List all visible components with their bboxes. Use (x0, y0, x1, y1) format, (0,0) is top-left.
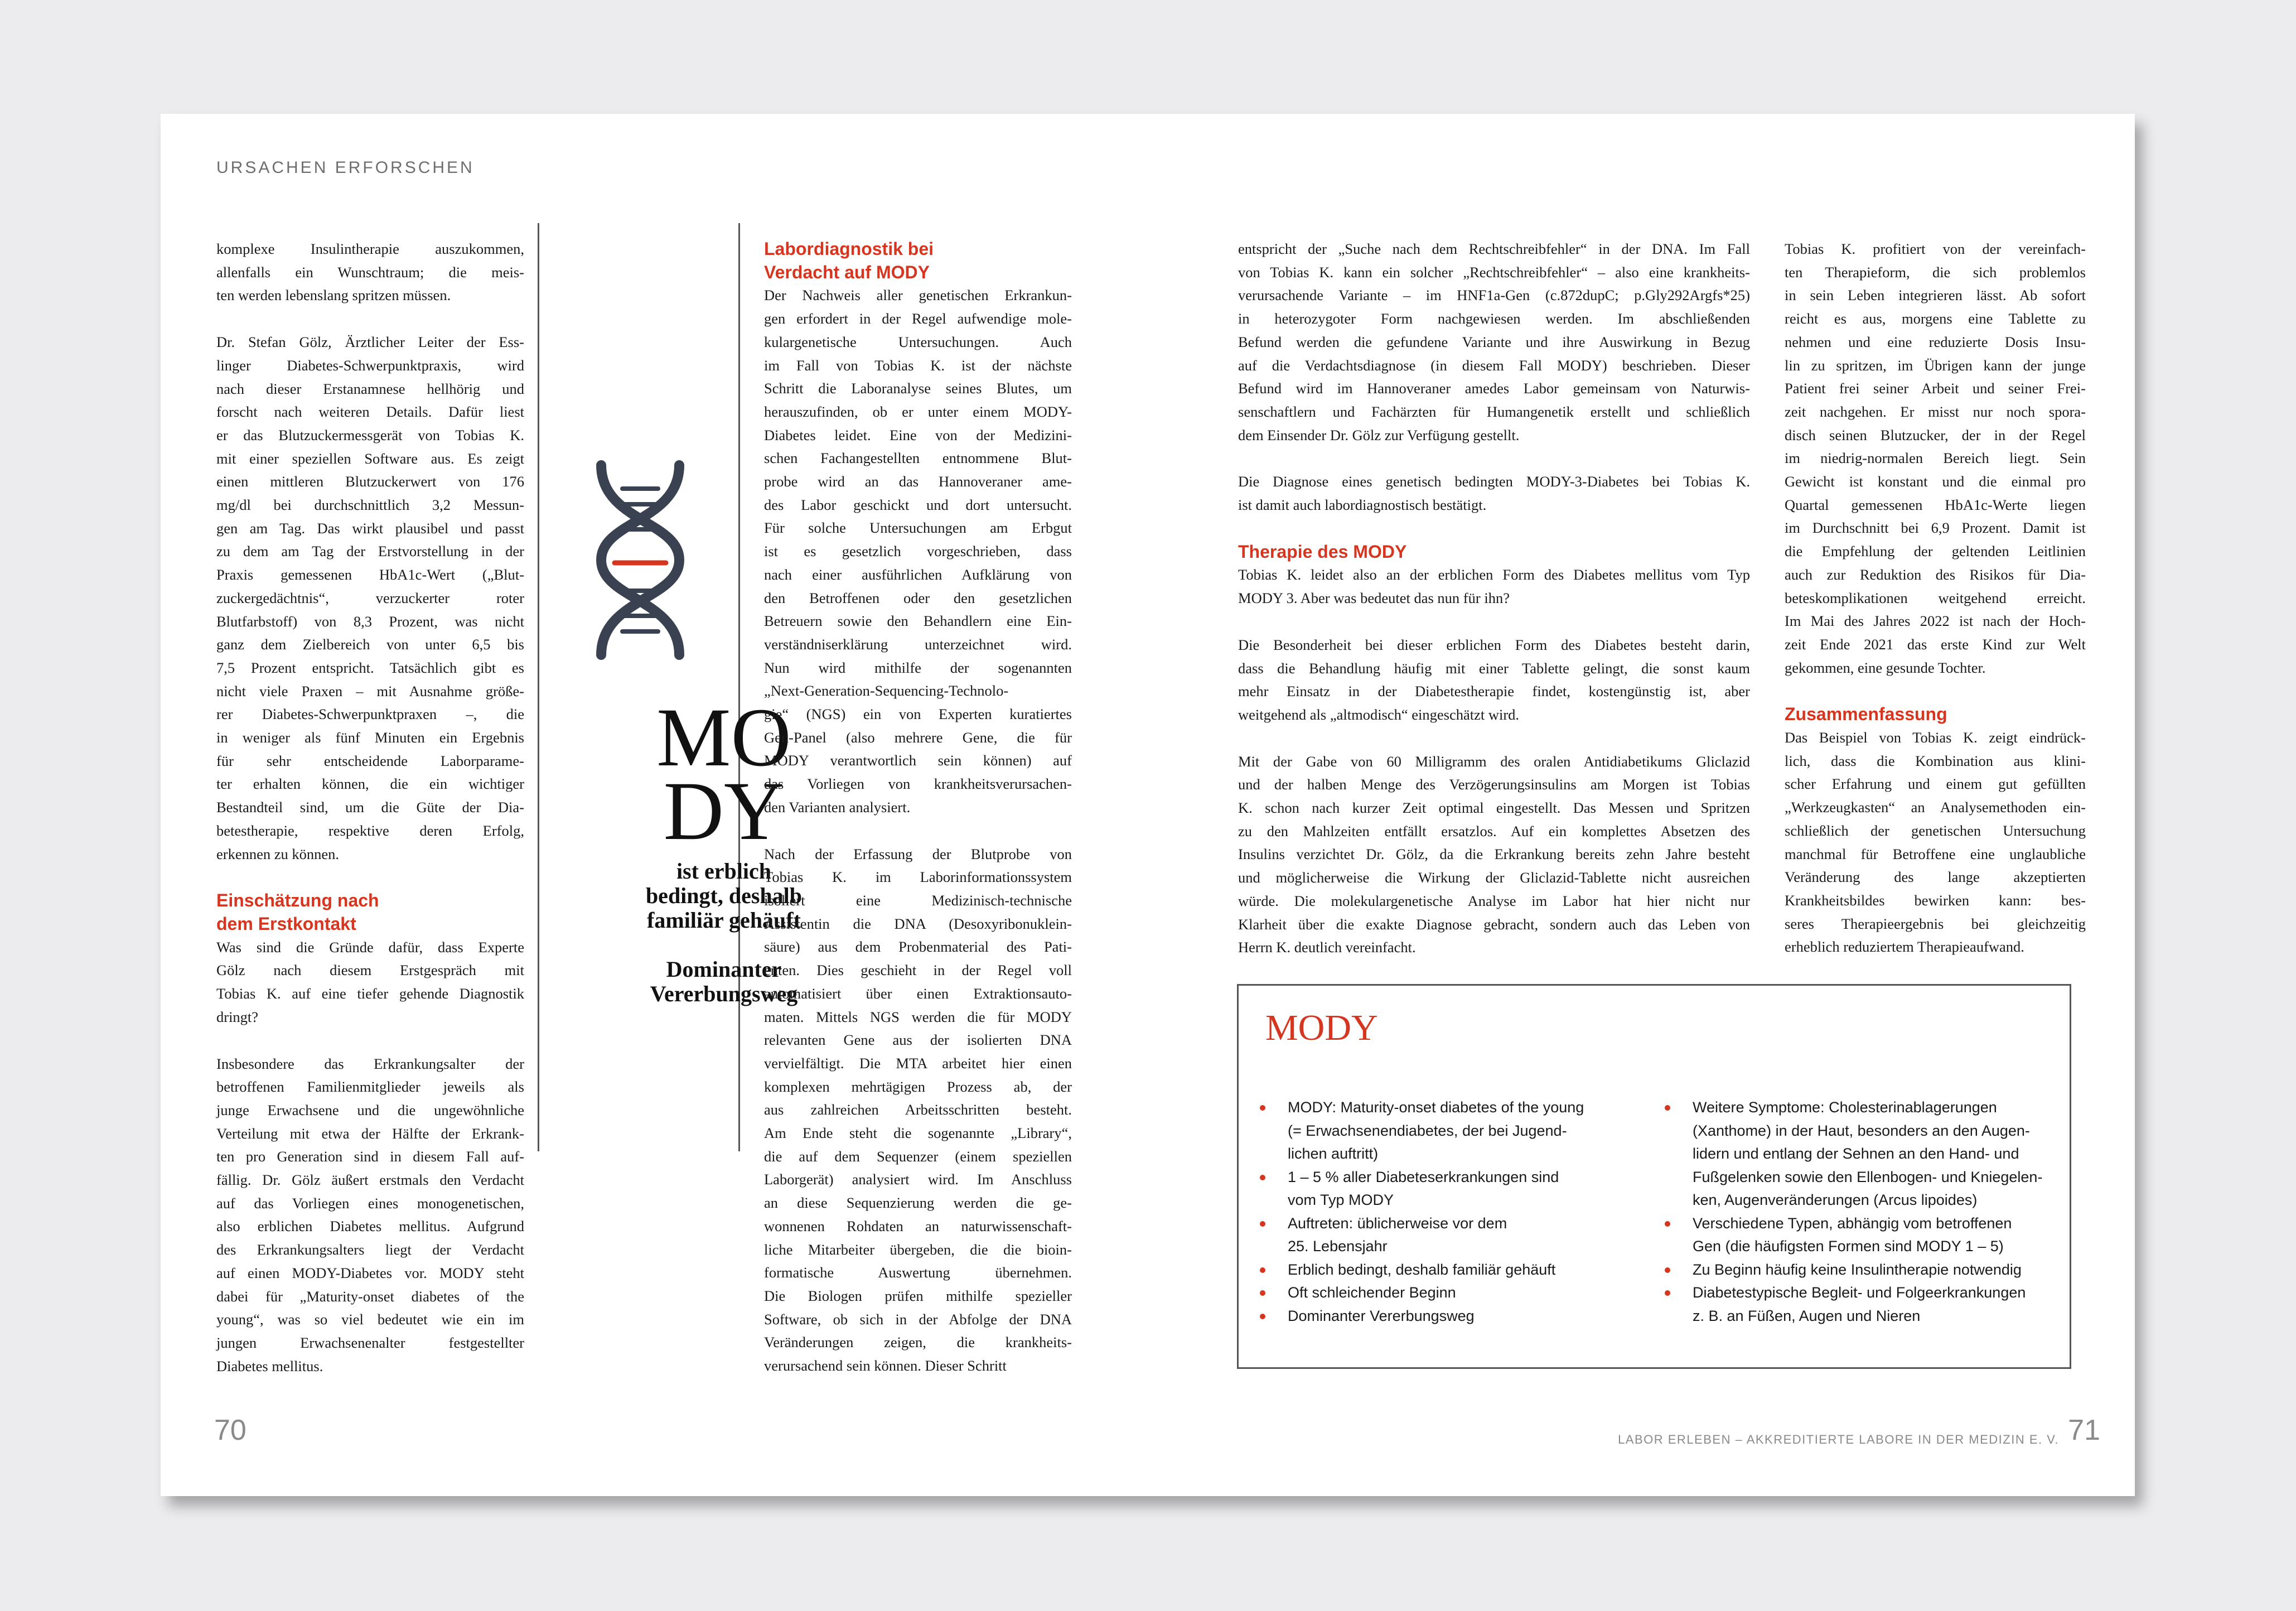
section-heading (216, 889, 524, 935)
text-line: das Vorliegen von krankheitsverursachen- (764, 775, 1072, 793)
text-line: Im Mai des Jahres 2022 ist nach der Hoch- (1785, 612, 2086, 630)
text-line: komplexen mehrtägigen Prozess ab, der (764, 1078, 1072, 1095)
text-line: manchmal für Betroffene eine unglaubliche (1785, 845, 2086, 862)
pull-big-1: MO (656, 691, 791, 784)
text-line: junge Erwachsene und die ungewöhnliche (216, 1101, 524, 1118)
text-line: auf die Verdachtsdiagnose (in diesem Fall MODY) beschrieben. Dieser (1238, 356, 1750, 374)
bullet-icon (1665, 1290, 1670, 1296)
text-line: „Werkzeugkasten“ an Analysemethoden ein- (1785, 799, 2086, 816)
text-line: Software, ob sich in der Abfolge der DNA (764, 1310, 1072, 1328)
column-rule (538, 223, 539, 1151)
text-line: betestherapie, respektive deren Erfolg, (216, 822, 524, 839)
text-line: Die Biologen prüfen mithilfe spezieller (764, 1287, 1072, 1304)
bullet-icon (1260, 1175, 1265, 1180)
paragraph (1785, 238, 2086, 679)
paragraph (216, 936, 524, 1029)
info-list-item (1260, 1281, 1650, 1305)
text-line: gen erfordert in der Regel aufwendige mole- (764, 310, 1072, 327)
text-line: Klarheit über die exakte Diagnose gebracht, sondern auch das Leben von (1238, 915, 1750, 933)
page-number-right: 71 (2068, 1414, 2100, 1446)
text-line: Dominanter (666, 957, 782, 982)
info-item-line: ken, Augenveränderungen (Arcus lipoides) (1693, 1192, 1978, 1208)
mody-info-box (1237, 984, 2071, 1369)
text-line: auch zur Reduktion des Risikos für Dia- (1785, 566, 2086, 583)
text-line: kulargenetische Untersuchungen. Auch (764, 333, 1072, 350)
column-2 (764, 238, 1072, 1378)
info-list-item (1665, 1281, 2066, 1328)
text-line: in weniger als fünf Minuten ein Ergebnis (216, 729, 524, 746)
text-line: nach einer ausführlichen Aufklärung von (764, 566, 1072, 583)
text-line: ter erhalten können, die ein wichtiger (216, 775, 524, 793)
info-list-item (1665, 1212, 2066, 1258)
text-line: in sein Leben integrieren lässt. Ab sofort (1785, 287, 2086, 304)
text-line: bedingt, deshalb (645, 883, 803, 908)
footer-publication: LABOR ERLEBEN – AKKREDITIERTE LABORE IN DER MEDIZIN E. V. (1618, 1432, 2059, 1446)
text-line: lich, dass die Kombination aus klini- (1785, 752, 2086, 769)
text-line: zuckergedächtnis“, verzuckerter roter (216, 589, 524, 606)
text-line: Krankheitsbildes bewirken kann: bes- (1785, 891, 2086, 909)
text-line: maten. Mittels NGS werden die für MODY (764, 1008, 1072, 1025)
text-line: Insbesondere das Erkrankungsalter der (216, 1055, 524, 1072)
text-line: im niedrig-normalen Bereich liegt. Sein (1785, 450, 2086, 467)
text-line: rer Diabetes-Schwerpunktpraxen –, die (216, 706, 524, 723)
bullet-icon (1665, 1267, 1670, 1273)
text-line: dass die Behandlung häufig mit einer Tablette gelingt, die sonst kaum (1238, 659, 1750, 677)
section-heading (1238, 541, 1750, 564)
text-line: die Empfehlung der geltenden Leitlinien (1785, 543, 2086, 560)
bullet-icon (1260, 1290, 1265, 1296)
text-line: Veränderung des lange akzeptierten (1785, 869, 2086, 886)
text-line: Tobias K. auf eine tiefer gehende Diagnostik (216, 985, 524, 1002)
text-line: und möglicherweise die Wirkung der Gliclazid-Tablette nicht ausreichen (1238, 869, 1750, 886)
text-line: probe wird an das Hannoveraner ame- (764, 473, 1072, 490)
text-line: Tobias K. leidet also an der erblichen Form des Diabetes mellitus vom Typ (1238, 566, 1750, 583)
text-line: fällig. Dr. Gölz äußert erstmals den Verdacht (216, 1171, 524, 1189)
text-line: mit einer speziellen Software aus. Es zeigt (216, 450, 524, 467)
text-line: young“, was so viel bedeutet wie ein im (216, 1311, 524, 1328)
info-item-line: 1 – 5 % aller Diabeteserkrankungen sind (1288, 1168, 1559, 1185)
text-line: Gewicht ist konstant und die einmal pro (1785, 473, 2086, 490)
text-line: Verdacht auf MODY (764, 262, 930, 282)
text-line: ten Therapieform, die sich problemlos (1785, 263, 2086, 281)
info-item-line: Fußgelenken sowie den Ellenbogen- und Kniegelen- (1693, 1168, 2043, 1185)
text-line: dabei für „Maturity-onset diabetes of the (216, 1287, 524, 1305)
text-line: gekommen, eine gesunde Tochter. (1785, 659, 1986, 676)
text-line: die auf dem Sequenzer (einem speziellen (764, 1147, 1072, 1165)
text-line: einen mittleren Blutzuckerwert von 176 (216, 473, 524, 490)
column-rule (738, 223, 740, 1151)
text-line: automatisiert über einen Extraktionsauto- (764, 985, 1072, 1002)
text-line: Diabetes leidet. Eine von der Medizini- (764, 426, 1072, 443)
text-line: K. schon nach kurzer Zeit optimal eingestellt. Das Messen und Spritzen (1238, 799, 1750, 817)
info-box-title: MODY (1265, 1007, 1378, 1048)
info-item-line: Gen (die häufigsten Formen sind MODY 1 – 5) (1693, 1238, 2004, 1255)
bullet-icon (1665, 1105, 1670, 1111)
section-heading (1785, 703, 2086, 726)
info-item-line: Weitere Symptome: Cholesterinablagerungen (1693, 1099, 1997, 1116)
text-line: verständniserklärung unterzeichnet wird. (764, 635, 1072, 653)
text-line: Nun wird mithilfe der sogenannten (764, 659, 1072, 676)
text-line: im Fall von Tobias K. ist der nächste (764, 356, 1072, 374)
text-line: Veränderungen zeigen, die krankheits- (764, 1334, 1072, 1351)
text-line: ist es gesetzlich vorgeschrieben, dass (764, 543, 1072, 560)
text-line: Tobias K. profitiert von der vereinfach- (1785, 240, 2086, 257)
text-line: Therapie des MODY (1238, 541, 1407, 562)
info-item-line: Auftreten: üblicherweise vor dem (1288, 1214, 1507, 1232)
paragraph (1238, 750, 1750, 959)
text-line: den Varianten analysiert. (764, 798, 911, 816)
text-line: er das Blutzuckermessgerät von Tobias K. (216, 426, 524, 443)
text-line: 7,5 Prozent entspricht. Tatsächlich gibt es (216, 659, 524, 676)
text-line: dringt? (216, 1008, 259, 1025)
bullet-icon (1260, 1314, 1265, 1319)
text-line: MODY verantwortlich sein können) auf (764, 752, 1072, 769)
dna-helix-icon (590, 460, 690, 660)
paragraph (1238, 634, 1750, 727)
paragraph (216, 1053, 524, 1378)
text-line: Gen-Panel (also mehrere Gene, die für (764, 729, 1072, 746)
info-item-line: 25. Lebensjahr (1288, 1238, 1388, 1255)
text-line: Insulins verzichtet Dr. Gölz, da die Erkrankung bereits zehn Jahre besteht (1238, 846, 1750, 863)
text-line: formatische Auswertung übernehmen. (764, 1264, 1072, 1281)
text-line: relevanten Gene aus der isolierten DNA (764, 1031, 1072, 1049)
info-item-line: (= Erwachsenendiabetes, der bei Jugend- (1288, 1122, 1567, 1139)
text-line: an diese Sequenzierung werden die ge- (764, 1194, 1072, 1212)
text-line: enten. Dies geschieht in der Regel voll (764, 962, 1072, 979)
text-line: verursachend sein können. Dieser Schritt (764, 1357, 1007, 1374)
text-line: gie“ (NGS) ein von Experten kuratiertes (764, 706, 1072, 723)
text-line: liche Mitarbeiter übergeben, die die bioin- (764, 1241, 1072, 1258)
text-line: Diabetes mellitus. (216, 1357, 323, 1374)
text-line: Schritt die Laboranalyse seines Blutes, um (764, 380, 1072, 397)
text-line: Für solche Untersuchungen am Erbgut (764, 519, 1072, 537)
magazine-spread (161, 114, 2135, 1496)
text-line: vervielfältigt. Die MTA arbeitet hier einen (764, 1054, 1072, 1072)
bullet-icon (1260, 1105, 1265, 1111)
info-list-left (1260, 1096, 1650, 1328)
text-line: also erblichen Diabetes mellitus. Aufgrund (216, 1218, 524, 1235)
text-line: gen am Tag. Das wirkt plausibel und passt (216, 519, 524, 537)
bullet-icon (1260, 1221, 1265, 1227)
text-line: in heterozygoter Form nachgewiesen werden. Im abschließenden (1238, 310, 1750, 327)
text-line: für sehr entscheidende Laborparame- (216, 752, 524, 769)
info-item-line: MODY: Maturity-onset diabetes of the young (1288, 1099, 1584, 1116)
text-line: Tobias K. im Laborinformationssystem (764, 869, 1072, 886)
text-line: Herrn K. deutlich vereinfacht. (1238, 939, 1416, 956)
text-line: Vererbungsweg (650, 981, 798, 1006)
section-kicker: URSACHEN ERFORSCHEN (216, 158, 475, 177)
text-line: auf einen MODY-Diabetes vor. MODY steht (216, 1264, 524, 1281)
text-line: Am Ende steht die sogenannte „Library“, (764, 1125, 1072, 1142)
text-line: forscht nach weiteren Details. Dafür liest (216, 403, 524, 421)
text-line: schließlich der genetischen Untersuchung (1785, 822, 2086, 839)
text-line: komplexe Insulintherapie auszukommen, (216, 240, 524, 257)
info-list-item (1260, 1305, 1650, 1328)
text-line: auf das Vorliegen eines monogenetischen, (216, 1194, 524, 1212)
paragraph (216, 238, 524, 307)
text-line: aus zahlreichen Arbeitsschritten besteht. (764, 1101, 1072, 1118)
text-line: Bestandteil sind, um die Güte der Dia- (216, 799, 524, 816)
text-line: weitgehend als „altmodisch“ eingeschätzt wird. (1238, 706, 1520, 723)
text-line: wonnenen Rohdaten an naturwissenschaft- (764, 1217, 1072, 1234)
info-item-line: lidern und entlang der Sehnen an den Hand- und (1693, 1145, 2019, 1162)
column-3 (1238, 238, 1750, 959)
text-line: Das Beispiel von Tobias K. zeigt eindrück- (1785, 729, 2086, 746)
text-line: allenfalls ein Wunschtraum; die meis- (216, 263, 524, 281)
column-4 (1785, 238, 2086, 959)
text-line: nach dieser Erstanamnese hellhörig und (216, 380, 524, 397)
text-line: ten werden lebenslang spritzen müssen. (216, 287, 451, 304)
text-line: dem Einsender Dr. Gölz zur Verfügung gestellt. (1238, 426, 1520, 443)
text-line: zu dem am Tag der Erstvorstellung in der (216, 543, 524, 560)
info-list-item (1665, 1096, 2066, 1212)
info-item-line: z. B. an Füßen, Augen und Nieren (1693, 1307, 1921, 1324)
text-line: Quartal gemessenen HbA1c-Werte liegen (1785, 496, 2086, 513)
text-line: jungen Erwachsenenalter festgestellter (216, 1334, 524, 1351)
info-list-item (1665, 1258, 2066, 1282)
text-line: betroffenen Familienmitglieder jeweils als (216, 1078, 524, 1096)
text-line: des Erkrankungsalters liegt der Verdacht (216, 1241, 524, 1258)
text-line: verursachende Variante – im HNF1a-Gen (c.872dupC; p.Gly292Argfs*25) (1238, 287, 1750, 304)
info-item-line: Zu Beginn häufig keine Insulintherapie notwendig (1693, 1261, 2022, 1278)
text-line: MODY 3. Aber was bedeutet das nun für ihn? (1238, 590, 1510, 607)
text-line: Assistentin die DNA (Desoxyribonuklein- (764, 915, 1072, 932)
info-list-item (1260, 1212, 1650, 1258)
text-line: ganz dem Zielbereich von unter 6,5 bis (216, 636, 524, 653)
info-item-line: Diabetestypische Begleit- und Folgeerkrankungen (1693, 1284, 2026, 1301)
text-line: Blutfarbstoff) von 8,3 Prozent, was nicht (216, 612, 524, 630)
text-line: mg/dl bei durchschnittlich 3,2 Messun- (216, 496, 524, 514)
section-heading (764, 238, 1072, 284)
text-line: Die Diagnose eines genetisch bedingten MODY-3-Diabetes bei Tobias K. (1238, 473, 1750, 490)
bullet-icon (1260, 1267, 1265, 1273)
info-item-line: Erblich bedingt, deshalb familiär gehäuft (1288, 1261, 1556, 1278)
info-list-item (1260, 1258, 1650, 1282)
text-line: zeit Ende 2021 das erste Kind zur Welt (1785, 635, 2086, 653)
text-line: herauszufinden, ob er unter einem MODY- (764, 403, 1072, 420)
info-list-item (1260, 1166, 1650, 1212)
text-line: Befund wird im Hannoveraner amedes Labor gemeinsam von Naturwis- (1238, 380, 1750, 397)
text-line: Was sind die Gründe dafür, dass Experte (216, 938, 524, 956)
text-line: Die Besonderheit bei dieser erblichen Form des Diabetes besteht darin, (1238, 636, 1750, 653)
text-line: Nach der Erfassung der Blutprobe von (764, 845, 1072, 862)
paragraph (764, 284, 1072, 819)
text-line: linger Diabetes-Schwerpunktpraxis, wird (216, 356, 524, 374)
text-line: lin zu spritzen, im Übrigen kann der junge (1785, 356, 2086, 374)
text-line: Gölz nach diesem Erstgespräch mit (216, 962, 524, 979)
paragraph (1238, 238, 1750, 447)
text-line: erkennen zu können. (216, 845, 340, 862)
text-line: beteskomplikationen weitgehend erreicht. (1785, 589, 2086, 606)
text-line: schen Fachangestellten entnommene Blut- (764, 450, 1072, 467)
paragraph (1785, 726, 2086, 959)
text-line: scher Erfahrung und einem gut gefüllten (1785, 775, 2086, 793)
text-line: ten pro Generation sind in diesem Fall auf- (216, 1148, 524, 1165)
text-line: zu den Mahlzeiten entfällt ersatzlos. Auf ein komplettes Absetzen des (1238, 822, 1750, 840)
text-line: den Betroffenen oder den gesetzlichen (764, 589, 1072, 606)
text-line: „Next-Generation-Sequencing-Technolo- (764, 682, 1009, 700)
paragraph (764, 843, 1072, 1378)
info-item-line: Oft schleichender Beginn (1288, 1284, 1456, 1301)
text-line: senschaftlern und Fachärzten für Humangenetik erstellt und schließlich (1238, 403, 1750, 420)
text-line: isoliert eine Medizinisch-technische (764, 891, 1072, 909)
text-line: ist erblich (676, 858, 771, 884)
paragraph (1238, 470, 1750, 517)
text-line: Labordiagnostik bei (764, 239, 934, 259)
text-line: Zusammenfassung (1785, 704, 1947, 725)
text-line: von Tobias K. kann ein solcher „Rechtschreibfehler“ – also eine krankheits- (1238, 263, 1750, 281)
text-line: ist damit auch labordiagnostisch bestätigt. (1238, 496, 1487, 514)
text-line: reicht es aus, morgens eine Tablette zu (1785, 310, 2086, 327)
text-line: Praxis gemessenen HbA1c-Wert („Blut- (216, 566, 524, 583)
info-item-line: Verschiedene Typen, abhängig vom betroffenen (1693, 1214, 2012, 1232)
paragraph (1238, 563, 1750, 610)
text-line: Einschätzung nach (216, 890, 379, 911)
text-line: Mit der Gabe von 60 Milligramm des oralen Antidiabetikums Gliclazid (1238, 753, 1750, 770)
text-line: im Durchschnitt bei 6,9 Prozent. Damit ist (1785, 519, 2086, 537)
text-line: mehr Einsatz in der Diabetestherapie findet, kostengünstig ist, aber (1238, 683, 1750, 700)
info-list-right (1665, 1096, 2066, 1328)
text-line: säure) aus dem Probenmaterial des Pati- (764, 938, 1072, 956)
text-line: Betreuern sowie den Behandlern eine Ein- (764, 612, 1072, 630)
text-line: nicht viele Praxen – mit Ausnahme größe- (216, 682, 524, 700)
text-line: erheblich reduziertem Therapieaufwand. (1785, 938, 2024, 956)
text-line: zeit nachgehen. Er misst nur noch spora- (1785, 403, 2086, 420)
info-item-line: Dominanter Vererbungsweg (1288, 1307, 1475, 1324)
info-item-line: lichen auftritt) (1288, 1145, 1379, 1162)
text-line: nehmen und eine reduzierte Dosis Insu- (1785, 333, 2086, 350)
text-line: Dr. Stefan Gölz, Ärztlicher Leiter der Ess- (216, 334, 524, 351)
text-line: Patient frei seiner Arbeit und seiner Frei- (1785, 380, 2086, 397)
text-line: seres Therapieergebnis bei gleichzeitig (1785, 915, 2086, 932)
paragraph (216, 331, 524, 866)
info-list-item (1260, 1096, 1650, 1166)
text-line: Verteilung mit etwa der Hälfte der Erkrank- (216, 1125, 524, 1142)
column-1 (216, 238, 524, 1378)
text-line: dem Erstkontakt (216, 913, 356, 934)
text-line: Befund werden die gefundene Variante und ihre Auswirkung in Bezug (1238, 333, 1750, 350)
text-line: entspricht der „Suche nach dem Rechtschreibfehler“ in der DNA. Im Fall (1238, 240, 1750, 257)
text-line: familiär gehäuft (647, 908, 801, 933)
pull-big-2: DY (663, 765, 785, 857)
info-item-line: vom Typ MODY (1288, 1192, 1394, 1208)
text-line: des Labor geschickt und dort untersucht. (764, 496, 1072, 513)
text-line: Der Nachweis aller genetischen Erkrankun- (764, 287, 1072, 304)
text-line: und der halben Menge des Verzögerungsinsulins am Morgen ist Tobias (1238, 776, 1750, 793)
text-line: disch seinen Blutzucker, der in der Regel (1785, 426, 2086, 443)
bullet-icon (1665, 1221, 1670, 1227)
text-line: Laborgerät) analysiert wird. Im Anschluss (764, 1171, 1072, 1188)
text-line: würde. Die molekulargenetische Analyse im Labor hat hier nicht nur (1238, 892, 1750, 909)
page-number-left: 70 (214, 1414, 246, 1446)
info-item-line: (Xanthome) in der Haut, besonders an den Augen- (1693, 1122, 2030, 1139)
